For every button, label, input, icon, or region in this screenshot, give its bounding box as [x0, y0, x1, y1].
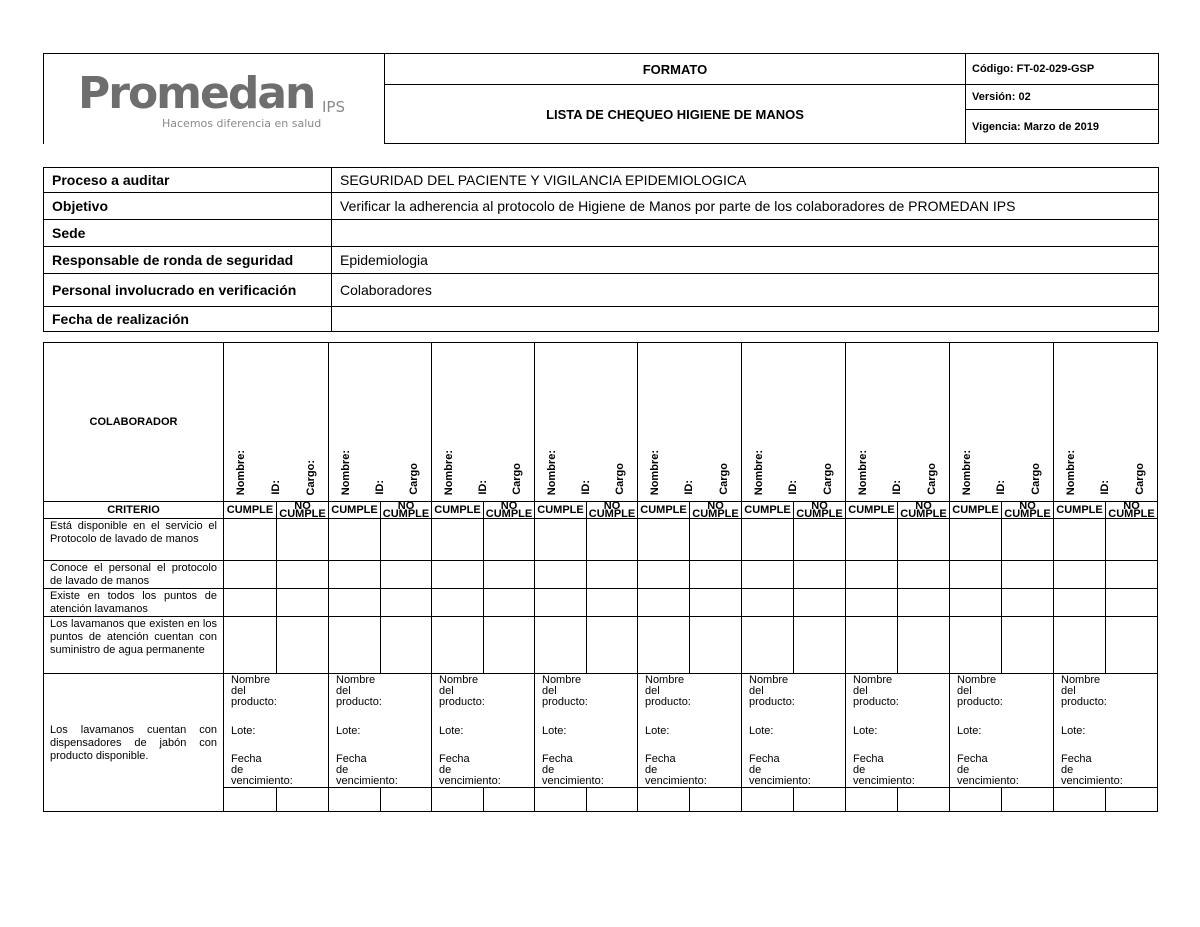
cumple-cell[interactable]: [329, 788, 381, 812]
no-cumple-header: NO CUMPLE: [587, 502, 638, 519]
collaborator-field-label: Nombre:: [340, 449, 352, 495]
spacer: [542, 737, 580, 754]
cumple-header: CUMPLE: [742, 502, 794, 519]
product-info-cell[interactable]: [329, 674, 398, 788]
spacer: [439, 708, 477, 726]
collaborator-fields: [638, 343, 741, 501]
no-cumple-cell[interactable]: [1106, 589, 1158, 617]
info-label: Sede: [44, 220, 332, 247]
info-value[interactable]: [332, 220, 1159, 247]
product-lot-label: Lote:: [749, 725, 774, 737]
info-value[interactable]: Colaboradores: [332, 274, 1159, 307]
product-info-cell[interactable]: [1054, 674, 1123, 788]
cumple-header: CUMPLE: [535, 502, 587, 519]
spacer: [336, 737, 374, 754]
product-info-cell[interactable]: [846, 674, 915, 788]
product-lot-label: Lote:: [645, 725, 670, 737]
product-expiry-label: Fecha de vencimiento:: [542, 753, 604, 787]
no-cumple-cell[interactable]: [1002, 589, 1054, 617]
cumple-cell[interactable]: [846, 788, 898, 812]
product-name-label: Nombre del producto:: [1061, 674, 1107, 708]
cumple-cell[interactable]: [224, 589, 277, 617]
cumple-cell[interactable]: [432, 519, 484, 561]
criterio-label: CRITERIO: [44, 502, 224, 519]
no-cumple-header: NO CUMPLE: [794, 502, 846, 519]
info-value[interactable]: SEGURIDAD DEL PACIENTE Y VIGILANCIA EPIDEMIOLOGICA: [332, 168, 1159, 193]
collaborator-field-label: Nombre:: [546, 449, 558, 495]
info-label: Responsable de ronda de seguridad: [44, 247, 332, 274]
product-lot-label: Lote:: [231, 725, 256, 737]
no-cumple-cell[interactable]: [381, 788, 432, 812]
no-cumple-cell[interactable]: [381, 561, 432, 589]
doc-title: LISTA DE CHEQUEO HIGIENE DE MANOS: [385, 85, 966, 144]
product-expiry-label: Fecha de vencimiento:: [645, 753, 707, 787]
info-value[interactable]: Verificar la adherencia al protocolo de Higiene de Manos por parte de los colaboradores de PROMEDAN IPS: [332, 193, 1159, 220]
product-info-cell[interactable]: [432, 674, 501, 788]
no-cumple-cell[interactable]: [1002, 617, 1054, 674]
no-cumple-cell[interactable]: [587, 617, 638, 674]
document-header: [43, 53, 1159, 144]
cumple-cell[interactable]: [950, 617, 1002, 674]
spacer: [957, 708, 995, 726]
cumple-cell[interactable]: [1054, 561, 1106, 589]
collaborator-fields: [535, 343, 637, 501]
product-info-cell-right[interactable]: [484, 674, 535, 788]
spacer: [231, 737, 270, 754]
no-cumple-cell[interactable]: [484, 589, 535, 617]
no-cumple-cell[interactable]: [898, 617, 950, 674]
product-info-cell[interactable]: [950, 674, 1019, 788]
collaborator-field-label: ID:: [477, 480, 489, 495]
no-cumple-header: NO CUMPLE: [381, 502, 432, 519]
no-cumple-cell[interactable]: [277, 589, 329, 617]
product-info-cell-right[interactable]: [381, 674, 432, 788]
no-cumple-cell[interactable]: [381, 589, 432, 617]
logo-wordmark: Promedan: [78, 68, 315, 120]
collaborator-fields: [742, 343, 845, 501]
product-name-label: Nombre del producto:: [439, 674, 485, 708]
no-cumple-header: NO CUMPLE: [277, 502, 329, 519]
no-cumple-header: NO CUMPLE: [1002, 502, 1054, 519]
spacer: [957, 737, 995, 754]
no-cumple-cell[interactable]: [794, 561, 846, 589]
no-cumple-cell[interactable]: [794, 519, 846, 561]
collaborator-field-label: Cargo: [1029, 463, 1042, 495]
criterion-text: Existe en todos los puntos de atención lavamanos: [44, 589, 224, 617]
no-cumple-cell[interactable]: [898, 788, 950, 812]
collaborator-field-label: ID:: [995, 480, 1008, 495]
spacer: [1061, 737, 1099, 754]
cumple-cell[interactable]: [638, 788, 690, 812]
cumple-cell[interactable]: [846, 561, 898, 589]
no-cumple-cell[interactable]: [794, 617, 846, 674]
audit-info-table: [43, 167, 1159, 332]
no-cumple-cell[interactable]: [484, 617, 535, 674]
product-expiry-label: Fecha de vencimiento:: [749, 753, 811, 787]
product-lot-label: Lote:: [336, 725, 361, 737]
cumple-header: CUMPLE: [846, 502, 898, 519]
no-cumple-cell[interactable]: [587, 788, 638, 812]
info-label: Personal involucrado en verificación: [44, 274, 332, 307]
no-cumple-header: NO CUMPLE: [898, 502, 950, 519]
cumple-cell[interactable]: [846, 519, 898, 561]
collaborator-field-label: ID:: [374, 480, 386, 495]
cumple-header: CUMPLE: [432, 502, 484, 519]
info-label: Proceso a auditar: [44, 168, 332, 193]
collaborator-fields: [950, 343, 1053, 501]
doc-version: Versión: 02: [966, 85, 1159, 110]
cumple-cell[interactable]: [535, 589, 587, 617]
cumple-cell[interactable]: [329, 561, 381, 589]
no-cumple-cell[interactable]: [277, 617, 329, 674]
collaborator-fields: [329, 343, 431, 501]
spacer: [542, 708, 580, 726]
cumple-cell[interactable]: [535, 617, 587, 674]
collaborator-field-label: Cargo:: [304, 459, 317, 495]
collaborator-fields: [432, 343, 534, 501]
cumple-cell[interactable]: [432, 617, 484, 674]
spacer: [749, 737, 787, 754]
product-lot-label: Lote:: [1061, 725, 1086, 737]
no-cumple-cell[interactable]: [1002, 561, 1054, 589]
collaborator-fields: [224, 343, 328, 501]
no-cumple-cell[interactable]: [690, 589, 742, 617]
collaborator-field-label: Nombre:: [235, 449, 248, 495]
info-label: Fecha de realización: [44, 307, 332, 332]
cumple-cell[interactable]: [742, 788, 794, 812]
collaborator-field-label: Cargo: [821, 463, 834, 495]
collaborator-field-label: Nombre:: [857, 449, 870, 495]
no-cumple-cell[interactable]: [277, 519, 329, 561]
collaborator-header[interactable]: [432, 343, 535, 502]
cumple-cell[interactable]: [846, 617, 898, 674]
no-cumple-cell[interactable]: [1106, 788, 1158, 812]
collaborator-fields: [846, 343, 949, 501]
cumple-cell[interactable]: [224, 519, 277, 561]
logo-suffix: IPS: [322, 98, 345, 117]
product-expiry-label: Fecha de vencimiento:: [231, 753, 293, 787]
cumple-cell[interactable]: [1054, 617, 1106, 674]
product-name-label: Nombre del producto:: [853, 674, 899, 708]
product-info-cell-right[interactable]: [1106, 674, 1158, 788]
spacer: [1061, 708, 1099, 726]
cumple-cell[interactable]: [1054, 788, 1106, 812]
cumple-cell[interactable]: [432, 788, 484, 812]
no-cumple-cell[interactable]: [690, 519, 742, 561]
doc-code: Código: FT-02-029-GSP: [966, 54, 1159, 85]
criterion-text: Los lavamanos que existen en los puntos de atención cuentan con suministro de agua permanente: [44, 617, 224, 674]
product-info-cell[interactable]: [638, 674, 707, 788]
product-expiry-label: Fecha de vencimiento:: [336, 753, 398, 787]
cumple-cell[interactable]: [638, 589, 690, 617]
spacer: [749, 708, 787, 726]
product-info-cell-right[interactable]: [898, 674, 950, 788]
spacer: [439, 737, 477, 754]
product-expiry-label: Fecha de vencimiento:: [853, 753, 915, 787]
no-cumple-cell[interactable]: [277, 788, 329, 812]
cumple-cell[interactable]: [432, 561, 484, 589]
cumple-cell[interactable]: [1054, 589, 1106, 617]
collaborator-header[interactable]: [638, 343, 742, 502]
collaborator-field-label: Nombre:: [1065, 449, 1078, 495]
criterion-text: Está disponible en el servicio el Protocolo de lavado de manos: [44, 519, 224, 561]
cumple-header: CUMPLE: [638, 502, 690, 519]
collaborator-field-label: Nombre:: [961, 449, 974, 495]
cumple-cell[interactable]: [224, 561, 277, 589]
doc-validity: Vigencia: Marzo de 2019: [966, 110, 1159, 144]
cumple-cell[interactable]: [1054, 519, 1106, 561]
product-info-cell-right[interactable]: [1002, 674, 1054, 788]
collaborator-field-label: Cargo: [511, 463, 523, 495]
criterion-text: Conoce el personal el protocolo de lavado de manos: [44, 561, 224, 589]
logo-tagline: Hacemos diferencia en salud: [162, 117, 322, 131]
product-info-cell[interactable]: [742, 674, 811, 788]
info-value[interactable]: [332, 307, 1159, 332]
product-lot-label: Lote:: [957, 725, 982, 737]
product-info-cell-right[interactable]: [690, 674, 742, 788]
no-cumple-cell[interactable]: [1106, 519, 1158, 561]
cumple-header: CUMPLE: [329, 502, 381, 519]
info-label: Objetivo: [44, 193, 332, 220]
cumple-header: CUMPLE: [950, 502, 1002, 519]
collaborator-field-label: Cargo: [717, 463, 730, 495]
logo-cell: [44, 54, 385, 144]
product-name-label: Nombre del producto:: [645, 674, 691, 708]
cumple-cell[interactable]: [432, 589, 484, 617]
no-cumple-cell[interactable]: [898, 561, 950, 589]
no-cumple-header: NO CUMPLE: [484, 502, 535, 519]
no-cumple-cell[interactable]: [1002, 519, 1054, 561]
cumple-cell[interactable]: [950, 561, 1002, 589]
spacer: [231, 708, 270, 726]
cumple-cell[interactable]: [846, 589, 898, 617]
spacer: [645, 737, 683, 754]
collaborator-header[interactable]: [535, 343, 638, 502]
no-cumple-cell[interactable]: [484, 788, 535, 812]
no-cumple-cell[interactable]: [898, 589, 950, 617]
cumple-cell[interactable]: [742, 589, 794, 617]
collaborator-header[interactable]: [742, 343, 846, 502]
no-cumple-header: NO CUMPLE: [1106, 502, 1158, 519]
cumple-cell[interactable]: [638, 561, 690, 589]
no-cumple-cell[interactable]: [690, 617, 742, 674]
spacer: [645, 708, 683, 726]
cumple-header: CUMPLE: [1054, 502, 1106, 519]
spacer: [853, 708, 891, 726]
cumple-cell[interactable]: [224, 617, 277, 674]
product-lot-label: Lote:: [853, 725, 878, 737]
product-name-label: Nombre del producto:: [336, 674, 382, 708]
no-cumple-cell[interactable]: [277, 561, 329, 589]
no-cumple-cell[interactable]: [381, 617, 432, 674]
cumple-cell[interactable]: [638, 519, 690, 561]
no-cumple-cell[interactable]: [587, 561, 638, 589]
doc-type: FORMATO: [385, 54, 966, 85]
cumple-cell[interactable]: [742, 561, 794, 589]
collaborator-field-label: Nombre:: [443, 449, 455, 495]
collaborator-field-label: ID:: [580, 480, 592, 495]
no-cumple-cell[interactable]: [587, 519, 638, 561]
no-cumple-cell[interactable]: [1106, 561, 1158, 589]
product-expiry-label: Fecha de vencimiento:: [439, 753, 501, 787]
cumple-cell[interactable]: [329, 589, 381, 617]
no-cumple-header: NO CUMPLE: [690, 502, 742, 519]
product-name-label: Nombre del producto:: [957, 674, 1003, 708]
product-info-cell-right[interactable]: [587, 674, 638, 788]
cumple-header: CUMPLE: [224, 502, 277, 519]
cumple-cell[interactable]: [950, 519, 1002, 561]
no-cumple-cell[interactable]: [690, 561, 742, 589]
product-name-label: Nombre del producto:: [542, 674, 588, 708]
product-lot-label: Lote:: [439, 725, 464, 737]
collaborator-header[interactable]: [846, 343, 950, 502]
product-info-cell[interactable]: [535, 674, 604, 788]
product-name-label: Nombre del producto:: [231, 674, 277, 708]
collaborator-field-label: Cargo: [408, 463, 420, 495]
no-cumple-cell[interactable]: [1002, 788, 1054, 812]
product-name-label: Nombre del producto:: [749, 674, 795, 708]
cumple-cell[interactable]: [535, 561, 587, 589]
promedan-logo: [44, 54, 384, 143]
spacer: [336, 708, 374, 726]
collaborator-field-label: ID:: [787, 480, 800, 495]
product-expiry-label: Fecha de vencimiento:: [1061, 753, 1123, 787]
cumple-cell[interactable]: [950, 589, 1002, 617]
cumple-cell[interactable]: [535, 788, 587, 812]
product-lot-label: Lote:: [542, 725, 567, 737]
collaborator-header[interactable]: [950, 343, 1054, 502]
cumple-cell[interactable]: [950, 788, 1002, 812]
colaborador-label: COLABORADOR: [44, 343, 224, 502]
no-cumple-cell[interactable]: [794, 788, 846, 812]
info-value[interactable]: Epidemiologia: [332, 247, 1159, 274]
collaborator-field-label: Cargo: [1133, 463, 1146, 495]
collaborator-field-label: Cargo: [925, 463, 938, 495]
cumple-cell[interactable]: [742, 519, 794, 561]
collaborator-header[interactable]: [329, 343, 432, 502]
spacer: [853, 737, 891, 754]
product-info-cell-right[interactable]: [794, 674, 846, 788]
no-cumple-cell[interactable]: [484, 561, 535, 589]
product-info-cell-right[interactable]: [277, 674, 329, 788]
cumple-cell[interactable]: [638, 617, 690, 674]
cumple-cell[interactable]: [329, 519, 381, 561]
collaborator-header[interactable]: [1054, 343, 1158, 502]
product-expiry-label: Fecha de vencimiento:: [957, 753, 1019, 787]
collaborator-field-label: Nombre:: [649, 449, 662, 495]
cumple-cell[interactable]: [742, 617, 794, 674]
collaborator-field-label: Nombre:: [753, 449, 766, 495]
criterion-text: Los lavamanos cuentan con dispensadores de jabón con producto disponible.: [44, 674, 224, 812]
cumple-cell[interactable]: [224, 788, 277, 812]
no-cumple-cell[interactable]: [484, 519, 535, 561]
no-cumple-cell[interactable]: [381, 519, 432, 561]
collaborator-field-label: ID:: [1099, 480, 1112, 495]
no-cumple-cell[interactable]: [1106, 617, 1158, 674]
no-cumple-cell[interactable]: [898, 519, 950, 561]
collaborator-header[interactable]: [224, 343, 329, 502]
collaborator-field-label: ID:: [683, 480, 696, 495]
collaborator-fields: [1054, 343, 1157, 501]
cumple-cell[interactable]: [329, 617, 381, 674]
no-cumple-cell[interactable]: [794, 589, 846, 617]
no-cumple-cell[interactable]: [587, 589, 638, 617]
collaborator-field-label: Cargo: [614, 463, 626, 495]
cumple-cell[interactable]: [535, 519, 587, 561]
no-cumple-cell[interactable]: [690, 788, 742, 812]
collaborator-field-label: ID:: [269, 480, 282, 495]
collaborator-field-label: ID:: [891, 480, 904, 495]
checklist-grid: [43, 342, 1158, 812]
product-info-cell[interactable]: [224, 674, 293, 788]
